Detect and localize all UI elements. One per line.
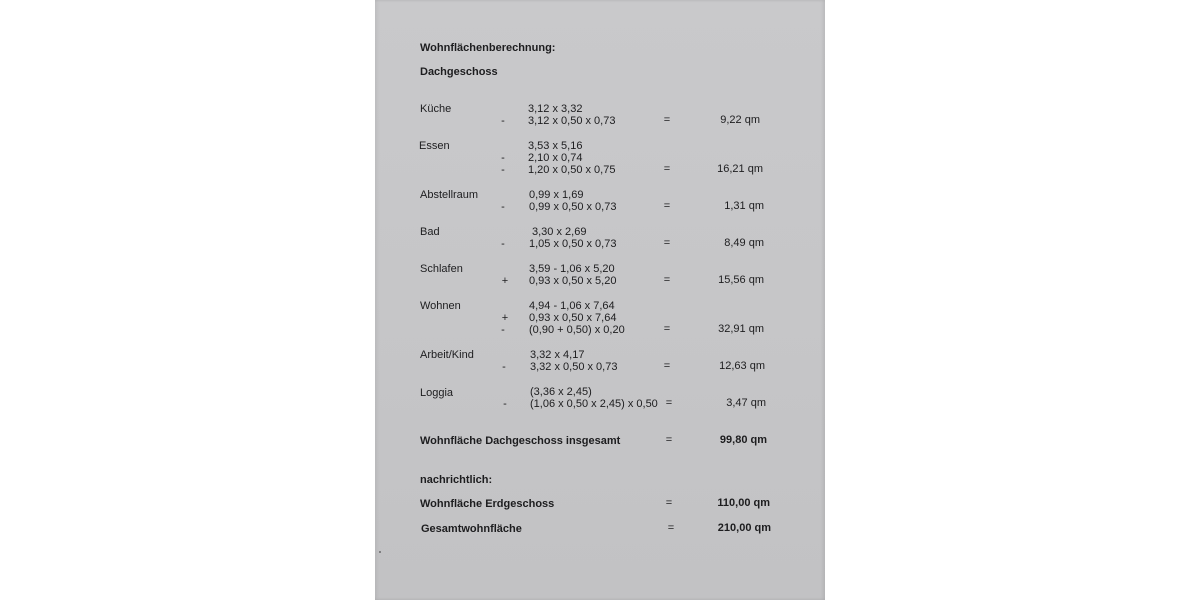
formula-line: 3,32 x 0,50 x 0,73 — [530, 361, 618, 373]
paper-speck — [379, 551, 381, 553]
formula-line: 3,59 - 1,06 x 5,20 — [529, 263, 615, 275]
total-label: Gesamtwohnfläche — [421, 523, 522, 535]
area-result: 16,21 qm — [717, 163, 763, 175]
equals-sign: = — [665, 397, 673, 409]
formula-line: (1,06 x 0,50 x 2,45) x 0,50 — [530, 398, 658, 410]
area-result: 1,31 qm — [724, 200, 764, 212]
equals-sign: = — [667, 522, 675, 534]
formula-line: 1,05 x 0,50 x 0,73 — [529, 238, 617, 250]
formula-line: 0,93 x 0,50 x 7,64 — [529, 312, 617, 324]
formula-line: (0,90 + 0,50) x 0,20 — [529, 324, 625, 336]
room-name: Wohnen — [420, 300, 461, 312]
room-name: Arbeit/Kind — [420, 349, 474, 361]
total-value: 210,00 qm — [717, 522, 771, 534]
equals-sign: = — [665, 434, 673, 446]
operator: - — [501, 324, 505, 336]
area-result: 32,91 qm — [718, 323, 764, 335]
operator: - — [501, 152, 505, 164]
room-name: Bad — [420, 226, 440, 238]
operator: - — [501, 115, 505, 127]
area-result: 15,56 qm — [718, 274, 764, 286]
equals-sign: = — [665, 497, 673, 509]
area-result: 12,63 qm — [719, 360, 765, 372]
area-result: 8,49 qm — [724, 237, 764, 249]
formula-line: 3,12 x 0,50 x 0,73 — [528, 115, 616, 127]
operator: - — [501, 201, 505, 213]
area-result: 9,22 qm — [720, 114, 760, 126]
operator: + — [501, 275, 509, 287]
room-name: Küche — [420, 103, 452, 115]
equals-sign: = — [663, 323, 671, 335]
operator: - — [502, 361, 506, 373]
room-name: Loggia — [420, 387, 454, 399]
formula-line: 0,99 x 1,69 — [529, 189, 584, 201]
equals-sign: = — [663, 360, 671, 372]
total-value: 110,00 qm — [717, 497, 770, 509]
equals-sign: = — [663, 163, 671, 175]
formula-line: 0,93 x 0,50 x 5,20 — [529, 275, 617, 287]
formula-line: 2,10 x 0,74 — [528, 152, 583, 164]
total-value: 99,80 qm — [719, 434, 767, 446]
section-heading: Dachgeschoss — [420, 66, 498, 78]
operator: - — [501, 238, 505, 250]
formula-line: 3,53 x 5,16 — [528, 140, 583, 152]
formula-line: 3,30 x 2,69 — [532, 226, 587, 238]
document-page — [375, 0, 825, 600]
formula-line: 0,99 x 0,50 x 0,73 — [529, 201, 617, 213]
total-label: Wohnfläche Dachgeschoss insgesamt — [420, 435, 621, 447]
formula-line: (3,36 x 2,45) — [530, 386, 592, 398]
formula-line: 1,20 x 0,50 x 0,75 — [528, 164, 616, 176]
operator: - — [503, 398, 507, 410]
operator: + — [501, 312, 509, 324]
area-result: 3,47 qm — [726, 397, 766, 409]
total-label: Wohnfläche Erdgeschoss — [420, 498, 555, 510]
room-name: Schlafen — [420, 263, 463, 275]
operator: - — [501, 164, 505, 176]
document-title: Wohnflächenberechnung: — [420, 42, 556, 54]
equals-sign: = — [663, 237, 671, 249]
equals-sign: = — [663, 114, 671, 126]
room-name: Essen — [419, 140, 450, 152]
room-name: Abstellraum — [420, 189, 479, 201]
formula-line: 3,32 x 4,17 — [530, 349, 585, 361]
note-label: nachrichtlich: — [420, 474, 493, 486]
equals-sign: = — [663, 200, 671, 212]
equals-sign: = — [663, 274, 671, 286]
formula-line: 3,12 x 3,32 — [528, 103, 583, 115]
formula-line: 4,94 - 1,06 x 7,64 — [529, 300, 615, 312]
